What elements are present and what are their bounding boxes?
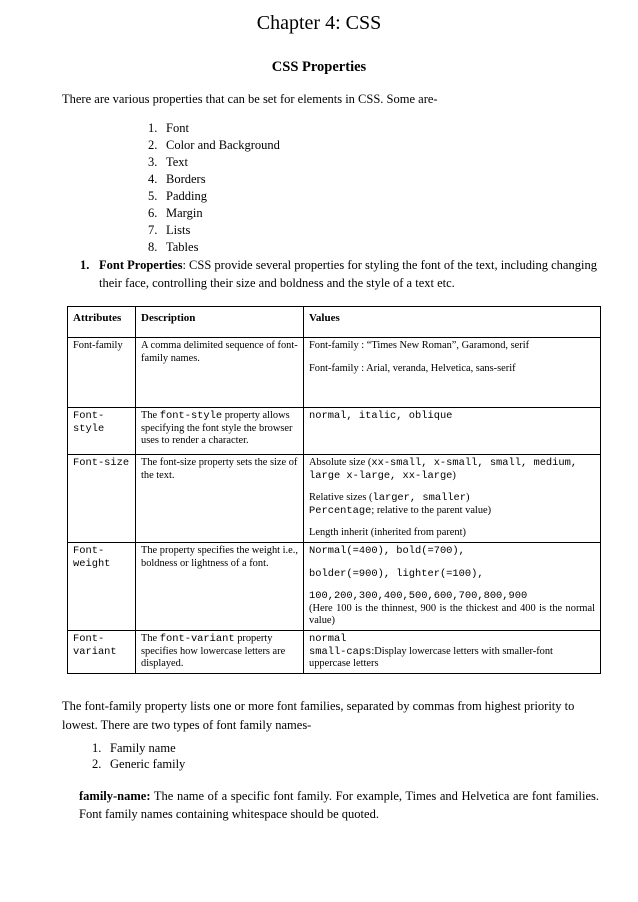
- list-item: 1. Family name: [92, 741, 176, 755]
- values-cell: Absolute size (xx-small, x-small, small, medium, large x-large, xx-large) Relative sizes (larger, smaller) Percentage; relative to the parent value) Length inherit (inherited from parent): [304, 455, 601, 543]
- properties-list: [148, 120, 280, 256]
- table-row: [68, 408, 601, 455]
- table-row: [68, 455, 601, 543]
- desc-cell: A comma delimited sequence of font-family names.: [136, 338, 304, 408]
- list-item: 2. Color and Background: [148, 138, 280, 152]
- font-family-types-list: [92, 740, 185, 772]
- family-name-paragraph: family-name: The name of a specific font family. For example, Times and Helvetica are font families. Font family names containing whitespace should be quoted.: [79, 789, 599, 821]
- font-properties-heading: Font Properties: [99, 258, 183, 272]
- chapter-title: Chapter 4: CSS: [256, 12, 382, 34]
- attr-cell: Font-variant: [68, 630, 136, 673]
- table-header-row: [68, 307, 601, 338]
- table-row: [68, 543, 601, 631]
- desc-cell: The font-size property sets the size of the text.: [136, 455, 304, 543]
- desc-cell: The property specifies the weight i.e., boldness or lightness of a font.: [136, 543, 304, 631]
- list-item: 7. Lists: [148, 223, 191, 237]
- desc-cell: The font-variant property specifies how lowercase letters are displayed.: [136, 630, 304, 673]
- intro-text: There are various properties that can be set for elements in CSS. Some are-: [62, 92, 438, 106]
- values-cell: Normal(=400), bold(=700), bolder(=900), lighter(=100), 100,200,300,400,500,600,700,800,900 (Here 100 is the thinnest, 900 is the thickest and 400 is the normal value): [304, 543, 601, 631]
- list-item: 2. Generic family: [92, 757, 186, 771]
- header-values: Values: [304, 307, 601, 338]
- attr-cell: Font-weight: [68, 543, 136, 631]
- list-item: 5. Padding: [148, 189, 207, 203]
- desc-cell: The font-style property allows specifying the font style the browser uses to render a character.: [136, 408, 304, 455]
- values-cell: normal small-caps:Display lowercase letters with smaller-font uppercase letters: [304, 630, 601, 673]
- font-attributes-table: [67, 306, 601, 674]
- list-item: 1. Font: [148, 121, 189, 135]
- values-cell: normal, italic, oblique: [304, 408, 601, 455]
- table-row: [68, 338, 601, 408]
- attr-cell: Font-family: [68, 338, 136, 408]
- attr-cell: Font-size: [68, 455, 136, 543]
- list-item: 6. Margin: [148, 206, 203, 220]
- list-item: 4. Borders: [148, 172, 206, 186]
- header-attributes: Attributes: [68, 307, 136, 338]
- values-cell: Font-family : “Times New Roman”, Garamond, serif Font-family : Arial, veranda, Helvetica, sans-serif: [304, 338, 601, 408]
- section-title: CSS Properties: [271, 59, 367, 75]
- attr-cell: Font-style: [68, 408, 136, 455]
- header-description: Description: [136, 307, 304, 338]
- list-item: 8. Tables: [148, 240, 199, 254]
- font-family-paragraph: The font-family property lists one or more font families, separated by commas from highest priority to lowest. There are two types of font family names-: [62, 699, 575, 732]
- table-row: [68, 630, 601, 673]
- family-name-term: family-name:: [79, 789, 151, 803]
- list-item: 3. Text: [148, 155, 189, 169]
- font-properties-paragraph: 1. Font Properties: CSS provide several properties for styling the font of the text, including changing their face, controlling their size and boldness and the style of a text etc.: [80, 258, 597, 290]
